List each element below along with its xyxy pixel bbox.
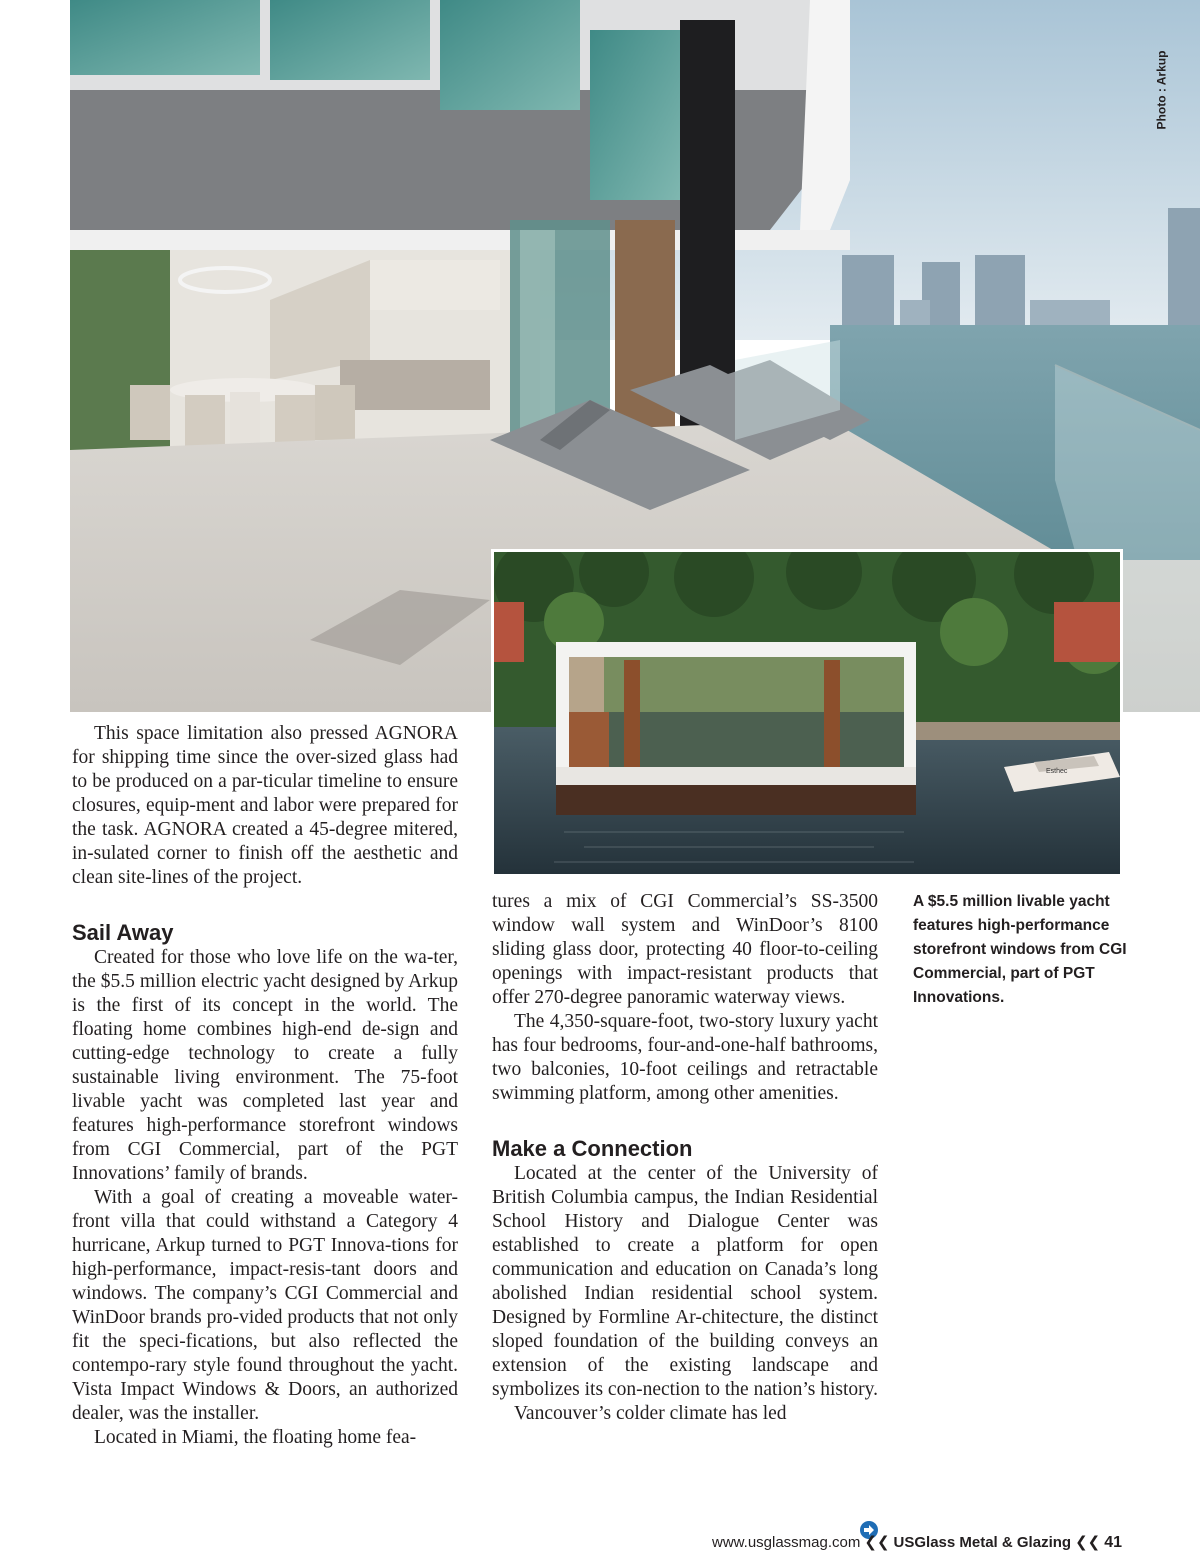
boat-label: Esthec bbox=[1046, 768, 1068, 775]
section-heading-sail-away: Sail Away bbox=[72, 920, 174, 945]
article-column-right bbox=[492, 890, 878, 1426]
inset-photo bbox=[491, 549, 1123, 877]
footer-url[interactable]: www.usglassmag.com bbox=[711, 1534, 861, 1551]
section-heading-make-a-connection: Make a Connection bbox=[492, 1136, 693, 1161]
floating-home-illustration bbox=[494, 552, 1120, 874]
page-number: 41 bbox=[1104, 1534, 1122, 1551]
paragraph: Created for those who love life on the wa-ter, the $5.5 million electric yacht designed by Arkup is the first of its concept in the world. The floating home combines high-end de-sign and cutting-edge technology to create a fully sustainable living environment. The 75-foot livable yacht was completed last year and features high-performance storefront windows from CGI Commercial, part of the PGT Innovations’ family of brands. bbox=[72, 947, 458, 1184]
footer-separator: ❮❮ bbox=[864, 1534, 890, 1551]
photo-caption: A $5.5 million livable yacht features high-performance storefront windows from CGI Commercial, part of PGT Innovations. bbox=[913, 893, 1127, 1006]
page-footer bbox=[712, 1533, 1122, 1552]
paragraph: Located in Miami, the floating home fea- bbox=[94, 1427, 417, 1448]
paragraph: Vancouver’s colder climate has led bbox=[514, 1403, 787, 1424]
footer-magazine-name: USGlass Metal & Glazing bbox=[893, 1534, 1072, 1551]
paragraph: The 4,350-square-foot, two-story luxury yacht has four bedrooms, four-and-one-half bathrooms, two balconies, 10-foot ceilings and retractable swimming platform, among other amenities. bbox=[492, 1011, 878, 1104]
footer-separator: ❮❮ bbox=[1075, 1534, 1101, 1551]
paragraph: tures a mix of CGI Commercial’s SS-3500 window wall system and WinDoor’s 8100 sliding glass door, protecting 40 floor-to-ceiling openings with impact-resistant products that offer 270-degree panoramic waterway views. bbox=[492, 891, 878, 1008]
photo-credit: Photo : Arkup bbox=[1154, 50, 1169, 130]
paragraph: This space limitation also pressed AGNORA for shipping time since the over-sized glass had to be produced on a par-ticular timeline to ensure closures, equip-ment and labor were prepared for the task. AGNORA created a 45-degree mitered, in-sulated corner to finish off the aesthetic and clean site-lines of the project. bbox=[72, 723, 458, 888]
paragraph: With a goal of creating a moveable water-front villa that could withstand a Category 4 hurricane, Arkup turned to PGT Innova-tions for high-performance, impact-resis-tant doors and windows. The company’s CGI Commercial and WinDoor brands pro-vided products that not only fit the speci-fications, but also reflected the contempo-rary style found throughout the yacht. Vista Impact Windows & Doors, an authorized dealer, was the installer. bbox=[72, 1187, 458, 1424]
article-column-left bbox=[72, 722, 458, 1450]
paragraph: Located at the center of the University of British Columbia campus, the Indian Residential School History and Dialogue Center was established to create a platform for open communication and education on Canada’s long abolished Indian residential school system. Designed by Formline Ar-chitecture, the distinct sloped foundation of the building conveys an extension of the existing landscape and symbolizes its con-nection to the nation’s history. bbox=[492, 1163, 878, 1400]
